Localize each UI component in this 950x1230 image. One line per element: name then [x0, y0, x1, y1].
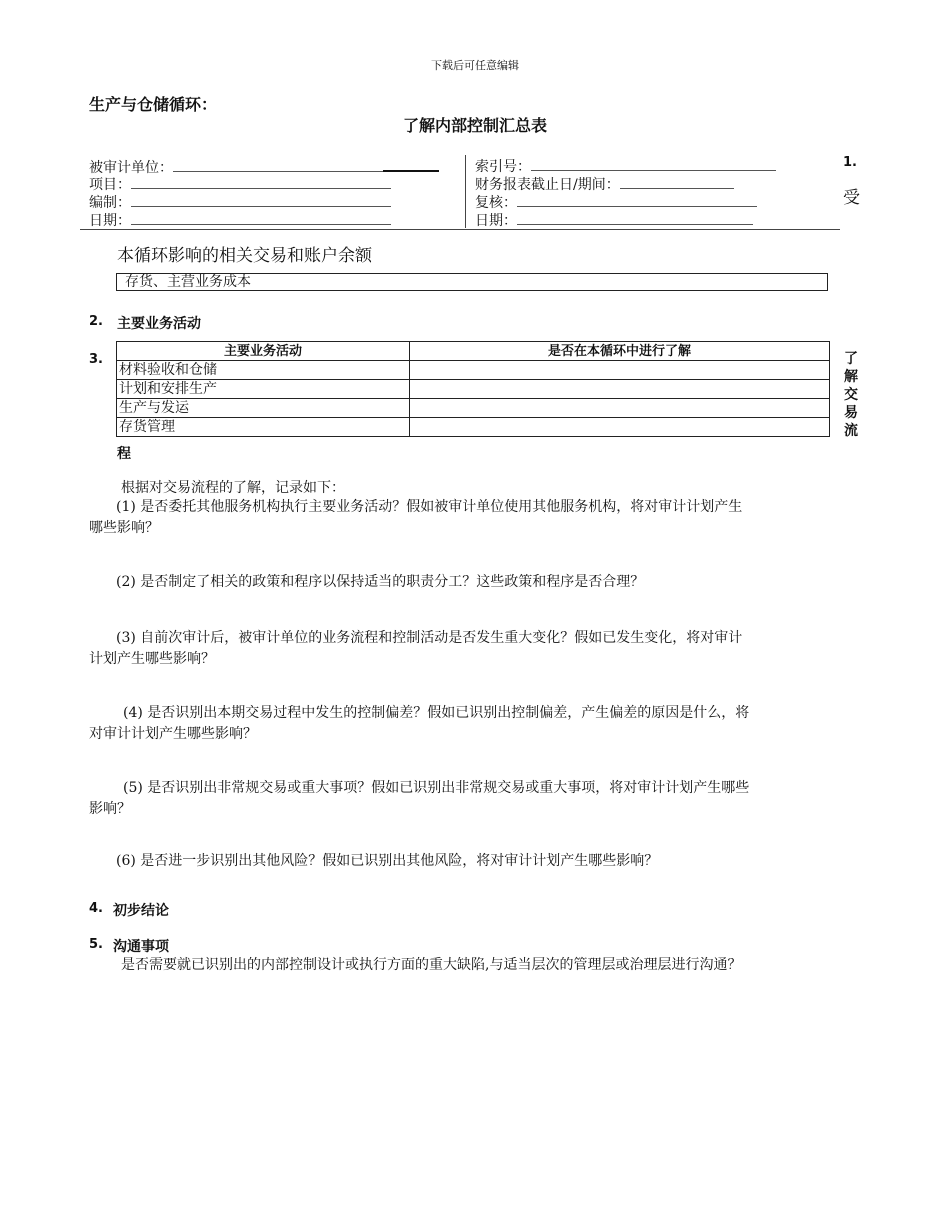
section3-vertical-label: 了解交易流	[844, 351, 858, 439]
flow-intro: 根据对交易流程的了解，记录如下：	[121, 480, 345, 496]
field-index-no	[475, 156, 776, 176]
field-blank[interactable]	[131, 174, 391, 189]
table-row	[117, 418, 830, 437]
question-line2: 影响？	[89, 801, 131, 817]
field-label: 财务报表截止日/期间：	[475, 177, 620, 193]
column-header-activity: 主要业务活动	[117, 342, 410, 361]
document-title: 了解内部控制汇总表	[402, 116, 547, 135]
field-prepared-by	[89, 192, 391, 212]
accounts-box	[116, 273, 828, 291]
question-number: (5)	[123, 780, 143, 796]
section1-title: 本循环影响的相关交易和账户余额	[117, 246, 372, 266]
field-date-right	[475, 210, 753, 230]
table-header-row	[117, 342, 830, 361]
understood-cell[interactable]	[410, 418, 830, 437]
question-line1: 是否进一步识别出其他风险？假如已识别出其他风险，将对审计计划产生哪些影响？	[140, 853, 659, 869]
question-6	[89, 851, 869, 872]
section3-label-cont: 程	[117, 446, 131, 462]
field-label: 被审计单位：	[89, 160, 173, 176]
field-blank[interactable]	[173, 157, 383, 172]
field-report-period	[475, 174, 734, 194]
table-row	[117, 361, 830, 380]
field-project	[89, 174, 391, 194]
field-blank-ext	[383, 156, 439, 172]
field-blank[interactable]	[531, 156, 776, 171]
field-label: 项目：	[89, 177, 131, 193]
question-4	[89, 703, 879, 745]
section1-number: 1.	[843, 155, 857, 170]
question-line2: 计划产生哪些影响？	[89, 651, 215, 667]
field-label: 复核：	[475, 195, 517, 211]
question-line1: 是否委托其他服务机构执行主要业务活动？假如被审计单位使用其他服务机构，将对审计计划产生	[140, 499, 743, 515]
section4-number: 4.	[89, 901, 103, 916]
question-line2: 对审计计划产生哪些影响？	[89, 726, 257, 742]
field-blank[interactable]	[131, 192, 391, 207]
understood-cell[interactable]	[410, 361, 830, 380]
section2-title: 主要业务活动	[117, 316, 201, 332]
section2-number: 2.	[89, 314, 103, 329]
question-number: (2)	[116, 574, 136, 590]
field-label: 索引号：	[475, 159, 531, 175]
table-row	[117, 380, 830, 399]
table-row	[117, 399, 830, 418]
question-number: (1)	[116, 499, 136, 515]
activities-table	[116, 341, 830, 437]
understood-cell[interactable]	[410, 380, 830, 399]
header-note: 下载后可任意编辑	[431, 59, 519, 72]
activity-cell: 材料验收和仓储	[117, 361, 410, 380]
field-date-left	[89, 210, 391, 230]
activity-cell: 生产与发运	[117, 399, 410, 418]
question-5	[89, 778, 879, 820]
section5-text: 是否需要就已识别出的内部控制设计或执行方面的重大缺陷,与适当层次的管理层或治理层进行沟通？	[121, 957, 742, 973]
field-label: 日期：	[89, 213, 131, 229]
question-number: (3)	[116, 630, 136, 646]
field-label: 编制：	[89, 195, 131, 211]
question-3	[89, 628, 869, 670]
activity-cell: 存货管理	[117, 418, 410, 437]
cycle-title: 生产与仓储循环：	[89, 95, 218, 114]
question-number: (4)	[123, 705, 143, 721]
accounts-text: 存货、主营业务成本	[125, 274, 251, 290]
understood-cell[interactable]	[410, 399, 830, 418]
section5-number: 5.	[89, 937, 103, 952]
question-1	[89, 497, 869, 539]
section5-title: 沟通事项	[113, 939, 169, 955]
question-line1: 是否制定了相关的政策和程序以保持适当的职责分工？这些政策和程序是否合理？	[140, 574, 645, 590]
activity-cell: 计划和安排生产	[117, 380, 410, 399]
field-reviewed-by	[475, 192, 757, 212]
question-line1: 自前次审计后，被审计单位的业务流程和控制活动是否发生重大变化？假如已发生变化，将对审计	[140, 630, 743, 646]
field-label: 日期：	[475, 213, 517, 229]
section4-title: 初步结论	[113, 903, 169, 919]
question-line1: 是否识别出非常规交易或重大事项？假如已识别出非常规交易或重大事项，将对审计计划产生哪些	[147, 780, 750, 796]
question-line1: 是否识别出本期交易过程中发生的控制偏差？假如已识别出控制偏差，产生偏差的原因是什么，将	[147, 705, 750, 721]
section3-number: 3.	[89, 352, 103, 367]
header-divider	[465, 155, 466, 228]
question-line2: 哪些影响？	[89, 520, 159, 536]
question-number: (6)	[116, 853, 136, 869]
section1-label-char: 受	[843, 188, 860, 208]
column-header-understood: 是否在本循环中进行了解	[410, 342, 830, 361]
field-blank[interactable]	[620, 174, 734, 189]
field-blank[interactable]	[517, 210, 753, 225]
question-2	[89, 572, 869, 593]
field-blank[interactable]	[131, 210, 391, 225]
field-blank[interactable]	[517, 192, 757, 207]
